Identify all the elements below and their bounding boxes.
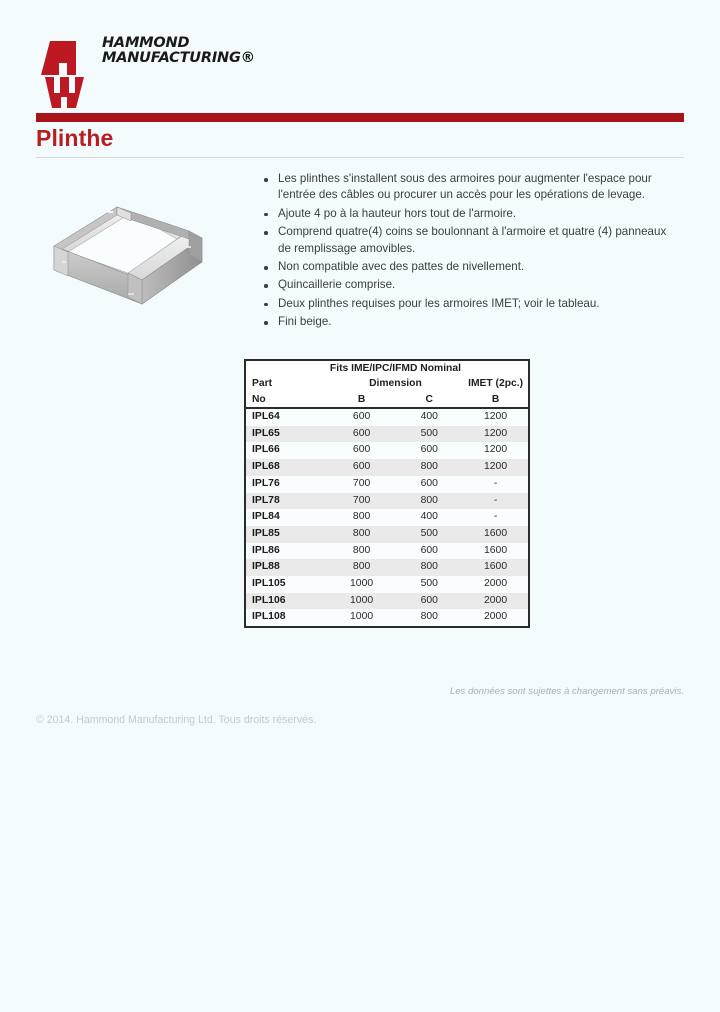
cell-part: IPL108: [246, 609, 328, 626]
cell-imet: 1600: [463, 526, 528, 543]
cell-c: 500: [395, 526, 463, 543]
table-row: [246, 526, 528, 543]
cell-imet: 1600: [463, 559, 528, 576]
table-row: [246, 559, 528, 576]
header-col-c: C: [395, 391, 463, 408]
cell-imet: -: [463, 493, 528, 510]
cell-c: 800: [395, 459, 463, 476]
accent-bar: [36, 113, 684, 122]
cell-part: IPL106: [246, 593, 328, 610]
list-item: Deux plinthes requises pour les armoires IMET; voir le tableau.: [262, 296, 682, 312]
cell-b: 800: [328, 543, 396, 560]
header-imet-label: IMET (2pc.): [463, 376, 528, 391]
header-col-imet-b: B: [463, 391, 528, 408]
cell-imet: 2000: [463, 576, 528, 593]
table-row: [246, 476, 528, 493]
cell-imet: 2000: [463, 593, 528, 610]
page-title: Plinthe: [36, 125, 114, 151]
table-row: [246, 408, 528, 426]
cell-part: IPL86: [246, 543, 328, 560]
cell-part: IPL64: [246, 408, 328, 426]
cell-c: 600: [395, 593, 463, 610]
cell-imet: 2000: [463, 609, 528, 626]
list-item: Quincaillerie comprise.: [262, 277, 682, 293]
cell-b: 1000: [328, 609, 396, 626]
cell-imet: 1600: [463, 543, 528, 560]
cell-c: 400: [395, 509, 463, 526]
cell-b: 800: [328, 526, 396, 543]
cell-c: 600: [395, 543, 463, 560]
header-part-line1: Part: [246, 376, 328, 391]
table-row: [246, 509, 528, 526]
disclaimer-text: Les données sont sujettes à changement sans préavis.: [449, 686, 684, 697]
cell-b: 600: [328, 442, 396, 459]
cell-part: IPL88: [246, 559, 328, 576]
table-row: [246, 543, 528, 560]
table-row: [246, 593, 528, 610]
cell-imet: -: [463, 509, 528, 526]
cell-imet: 1200: [463, 426, 528, 443]
title-divider: [36, 157, 684, 158]
brand-logo: [36, 33, 255, 109]
cell-part: IPL105: [246, 576, 328, 593]
table-row: [246, 442, 528, 459]
header-group-line1: Fits IME/IPC/IFMD Nominal: [328, 361, 463, 376]
cell-b: 1000: [328, 576, 396, 593]
cell-part: IPL85: [246, 526, 328, 543]
table-row: [246, 426, 528, 443]
cell-b: 700: [328, 476, 396, 493]
brand-wordmark: [102, 33, 255, 66]
table-row: [246, 459, 528, 476]
cell-imet: 1200: [463, 408, 528, 426]
cell-c: 600: [395, 442, 463, 459]
cell-c: 800: [395, 493, 463, 510]
cell-part: IPL65: [246, 426, 328, 443]
header-col-b: B: [328, 391, 396, 408]
table-header: [246, 361, 528, 408]
plinth-frame-3d-illustration: [38, 183, 234, 315]
cell-c: 600: [395, 476, 463, 493]
table-row: [246, 493, 528, 510]
table-row: [246, 609, 528, 626]
cell-c: 500: [395, 576, 463, 593]
cell-b: 800: [328, 559, 396, 576]
cell-imet: 1200: [463, 442, 528, 459]
cell-c: 500: [395, 426, 463, 443]
cell-b: 600: [328, 408, 396, 426]
list-item: Comprend quatre(4) coins se boulonnant à l'armoire et quatre (4) panneaux de remplissage amovibles.: [262, 224, 682, 257]
cell-b: 1000: [328, 593, 396, 610]
cell-b: 700: [328, 493, 396, 510]
cell-b: 600: [328, 426, 396, 443]
cell-b: 800: [328, 509, 396, 526]
cell-c: 800: [395, 609, 463, 626]
cell-imet: 1200: [463, 459, 528, 476]
header-spacer-right: [463, 361, 528, 376]
cell-part: IPL68: [246, 459, 328, 476]
cell-part: IPL78: [246, 493, 328, 510]
brand-name-line1: HAMMOND: [102, 35, 190, 51]
header-part-line2: No: [246, 391, 328, 408]
table-row: [246, 576, 528, 593]
hammond-mw-logo-icon: [36, 33, 94, 109]
table-body: [246, 408, 528, 626]
list-item: Non compatible avec des pattes de nivellement.: [262, 259, 682, 275]
specification-table: [244, 359, 530, 628]
header-spacer: [246, 361, 328, 376]
cell-part: IPL84: [246, 509, 328, 526]
cell-c: 400: [395, 408, 463, 426]
cell-b: 600: [328, 459, 396, 476]
header-group-line2: Dimension: [328, 376, 463, 391]
feature-list: [262, 171, 682, 333]
brand-name-line2: MANUFACTURING®: [102, 49, 255, 66]
cell-imet: -: [463, 476, 528, 493]
list-item: Fini beige.: [262, 314, 682, 330]
cell-part: IPL76: [246, 476, 328, 493]
list-item: Les plinthes s'installent sous des armoires pour augmenter l'espace pour l'entrée des câbles ou procurer un accès pour les opérations de levage.: [262, 171, 682, 204]
copyright-text: © 2014. Hammond Manufacturing Ltd. Tous droits réservés.: [36, 714, 317, 726]
cell-part: IPL66: [246, 442, 328, 459]
cell-c: 800: [395, 559, 463, 576]
list-item: Ajoute 4 po à la hauteur hors tout de l'armoire.: [262, 206, 682, 222]
